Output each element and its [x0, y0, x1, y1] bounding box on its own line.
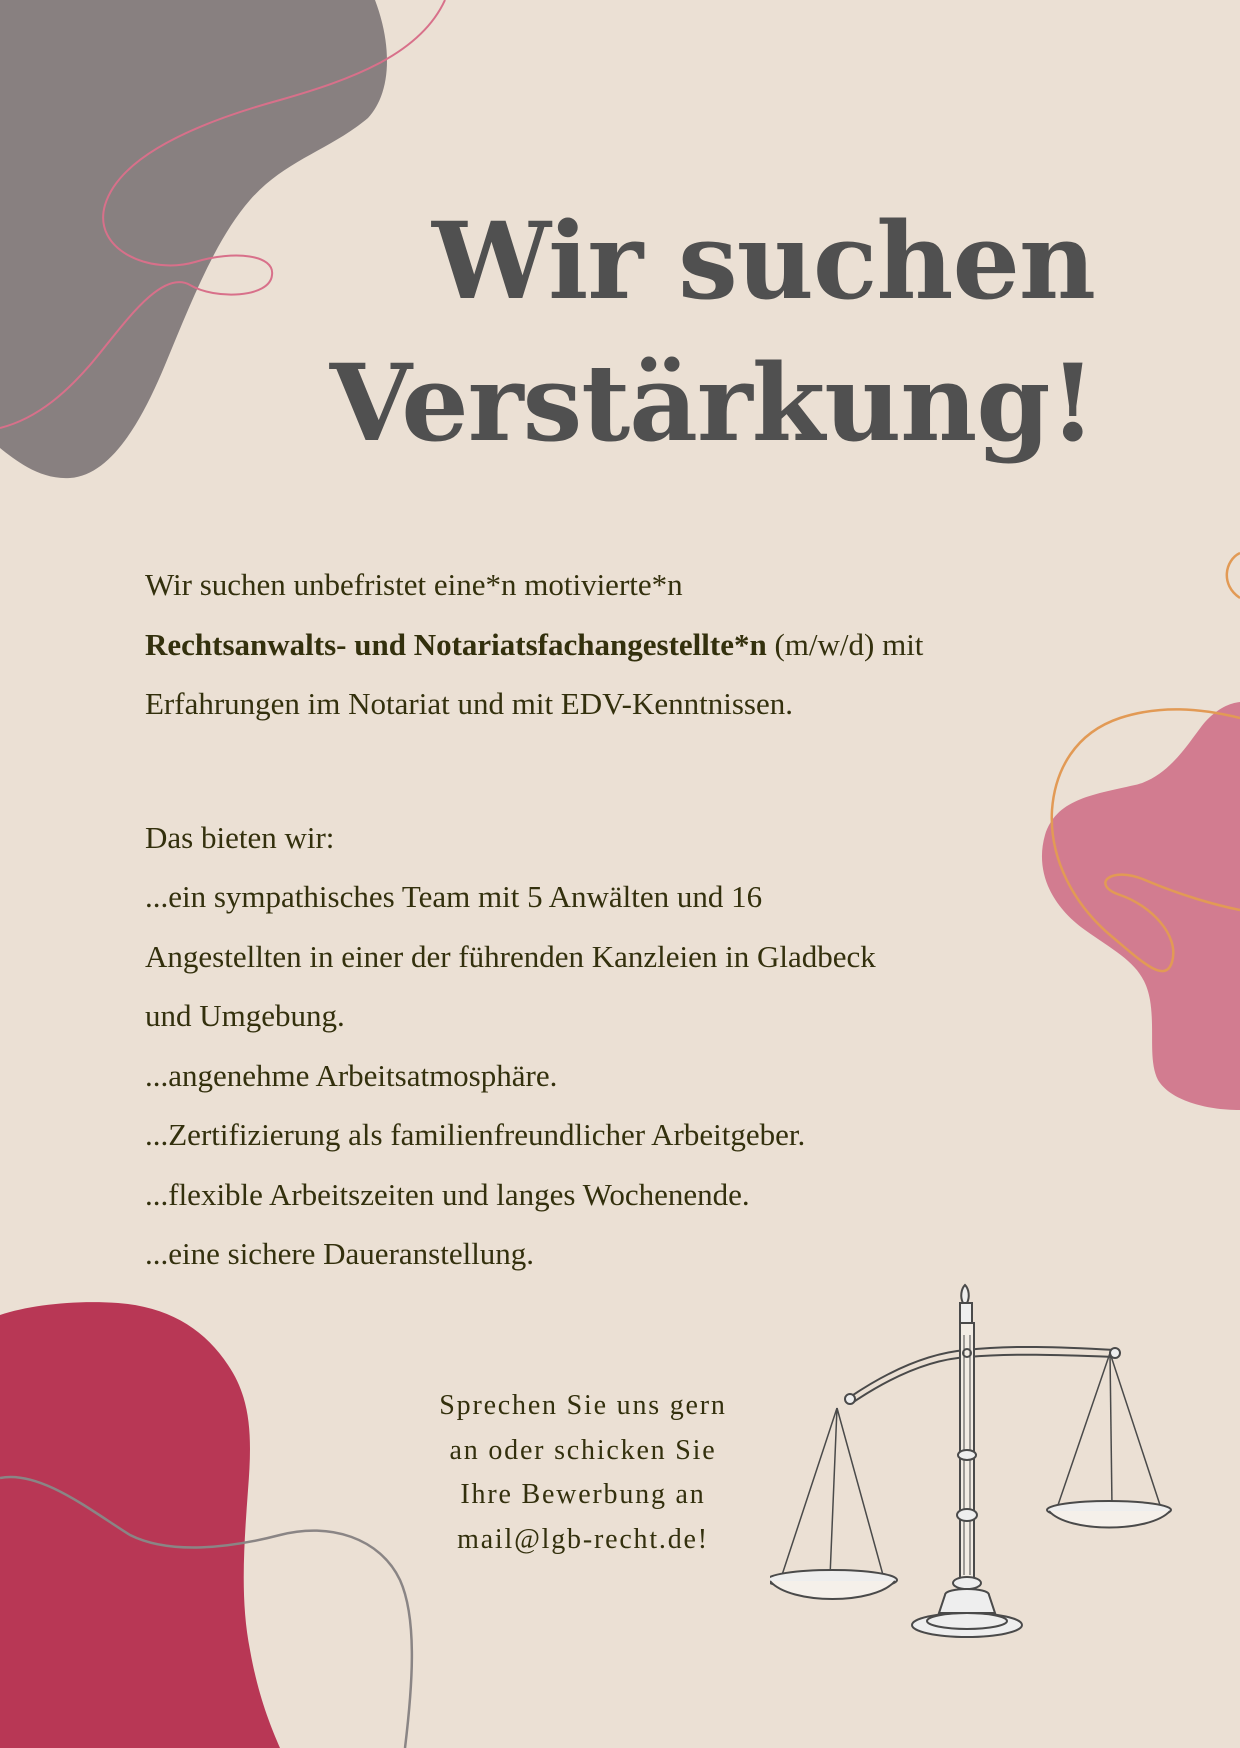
intro-line-2-rest: (m/w/d) mit	[766, 626, 924, 662]
offer-line: und Umgebung.	[145, 998, 345, 1033]
contact-line: an oder schicken Sie	[449, 1434, 717, 1466]
intro-line-2	[145, 615, 1105, 675]
offer-heading: Das bieten wir:	[145, 819, 335, 855]
offer-line: ...angenehme Arbeitsatmosphäre.	[145, 1057, 558, 1093]
offer-line: ...eine sichere Daueranstellung.	[145, 1236, 535, 1271]
job-description	[145, 555, 1105, 1284]
contact-email: mail@lgb-recht.de!	[457, 1523, 709, 1555]
headline	[195, 190, 1095, 474]
contact-line: Sprechen Sie uns gern	[439, 1390, 727, 1421]
offer-line: ...ein sympathisches Team mit 5 Anwälten und 16	[145, 879, 763, 914]
headline-line-2: Verstärkung!	[329, 340, 1095, 465]
position-title: Rechtsanwalts- und Notariatsfachangestellte*n	[145, 626, 767, 662]
crimson-blob	[0, 1302, 280, 1748]
contact-line: Ihre Bewerbung an	[460, 1479, 706, 1510]
offer-line: Angestellten in einer der führenden Kanzleien in Gladbeck	[145, 938, 876, 974]
contact-note	[383, 1384, 783, 1562]
headline-line-1: Wir suchen	[431, 198, 1095, 323]
offer-line: ...Zertifizierung als familienfreundlicher Arbeitgeber.	[145, 1117, 806, 1152]
scales-of-justice-icon	[770, 1275, 1180, 1675]
intro-line-3: Erfahrungen im Notariat und mit EDV-Kenntnissen.	[145, 686, 794, 721]
offer-line: ...flexible Arbeitszeiten und langes Wochenende.	[145, 1176, 750, 1212]
intro-line-1: Wir suchen unbefristet eine*n motivierte*n	[145, 567, 683, 602]
